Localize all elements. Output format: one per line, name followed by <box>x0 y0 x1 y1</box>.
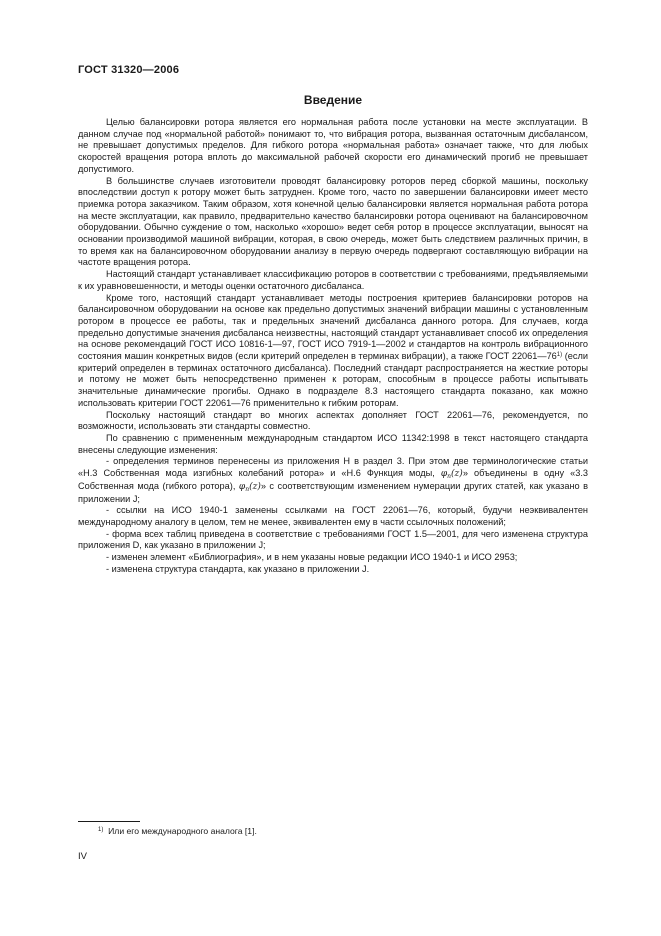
list-item: - ссылки на ИСО 1940-1 заменены ссылками на ГОСТ 22061—76, который, будучи неэквивалентен международному аналогу в целом, тем не менее, эквивалентен ему в части ссылочных положений; <box>78 505 588 527</box>
list-item: - форма всех таблиц приведена в соответствие с требованиями ГОСТ 1.5—2001, для чего изменена структура приложения D, как указано в приложении J; <box>78 528 588 551</box>
list-item-text: » объединены в одну «3.3 Собственная мода (гибкого ротора), <box>78 468 589 491</box>
phi-subscript: n <box>447 473 452 481</box>
paragraph <box>78 293 588 410</box>
phi-argument: (z) <box>451 469 463 480</box>
paragraph-text: Кроме того, настоящий стандарт устанавливает методы построения критериев балансировки роторов на балансировочном оборудовании на основе как предельно допустимых значений вибрации машины с установленным ротором в процессе ее работы, так и предельных значений дисбаланса данного ротора. Для случаев, когда предельно допустимые значения дисбаланса неизвестны, настоящий стандарт устанавливает способ их определения на основе рекомендаций ГОСТ ИСО 10816-1—97, ГОСТ ИСО 7919-1—2002 и стандартов на контроль вибрационного состояния машин конкретных видов (если критерий определен в терминах вибрации), а также ГОСТ 22061—76 <box>78 292 588 362</box>
footnote-divider <box>78 821 140 822</box>
paragraph: Целью балансировки ротора является его нормальная работа после установки на месте эксплуатации. В данном случае под «нормальной работой» понимают то, что вибрация ротора, вызванная остаточным дисбалансом, не превышает допустимых пределов. Для гибкого ротора «нормальная работа» означает также, что для любых скоростей вращения ротора вплоть до максимальной рабочей скорости его динамический прогиб не превышает допустимого. <box>78 117 588 174</box>
mode-function-symbol <box>441 469 463 479</box>
list-item <box>78 456 588 505</box>
footnote <box>98 826 257 836</box>
paragraph: Настоящий стандарт устанавливает классификацию роторов в соответствии с требованиями, предъявляемыми к их уравновешенности, и методы оценки остаточного дисбаланса. <box>78 269 588 291</box>
document-code: ГОСТ 31320—2006 <box>78 64 180 76</box>
footnote-reference[interactable]: 1) <box>556 352 563 359</box>
section-title: Введение <box>303 93 363 107</box>
page-number: IV <box>78 851 87 862</box>
footnote-marker: 1) <box>98 827 104 833</box>
list-item-text: » с соответствующим изменением нумерации других статей, как указано в приложении J; <box>78 480 589 504</box>
phi-argument: (z) <box>249 481 261 492</box>
phi-letter: φ <box>440 469 448 480</box>
phi-letter: φ <box>238 481 246 492</box>
paragraph: По сравнению с примененным международным стандартом ИСО 11342:1998 в текст настоящего стандарта внесены следующие изменения: <box>78 432 588 455</box>
phi-subscript: n <box>245 485 250 493</box>
mode-function-symbol <box>239 482 261 492</box>
paragraph: Поскольку настоящий стандарт во многих аспектах дополняет ГОСТ 22061—76, рекомендуется, по возможности, использовать эти стандарты совместно. <box>78 409 588 432</box>
paragraph: В большинстве случаев изготовители проводят балансировку роторов перед сборкой машины, поскольку впоследствии доступ к ротору может быть затруднен. Кроме того, часто по завершении балансировки имеет место приемка ротора заказчиком. Таким образом, хотя конечной целью балансировки является нормальная работа ротора на месте эксплуатации, как правило, предварительно качество балансировки ротора оценивают на балансировочном оборудовании. Обычно суждение о том, насколько «хорошо» ведет себя ротор в процессе эксплуатации, выносят на основании производимой машиной вибрации, которая, в свою очередь, может быть следствием различных причин, в то время как на балансировочном оборудовании анализу в первую очередь подвергают составляющую вибрации на частоте вращения ротора. <box>78 175 588 268</box>
paragraph-text: (если критерий определен в терминах остаточного дисбаланса). Последний стандарт распространяется на жесткие роторы и потому не может быть непосредственно применен к роторам, способным в процессе работы испытывать значительные динамические прогибы. Однако в подразделе 8.3 настоящего стандарта показано, как можно использовать критерии ГОСТ 22061—76 применительно к гибким роторам. <box>78 351 589 408</box>
footnote-text: Или его международного аналога [1]. <box>108 826 257 836</box>
list-item-text: - определения терминов перенесены из приложения Н в раздел 3. При этом две терминологические статьи «Н.3 Собственная мода изгибных колебаний ротора» и «Н.6 Функция моды, <box>78 456 588 479</box>
list-item: - изменен элемент «Библиография», и в нем указаны новые редакции ИСО 1940-1 и ИСО 2953; <box>106 552 518 563</box>
list-item: - изменена структура стандарта, как указано в приложении J. <box>106 563 370 574</box>
body-text <box>78 117 588 575</box>
